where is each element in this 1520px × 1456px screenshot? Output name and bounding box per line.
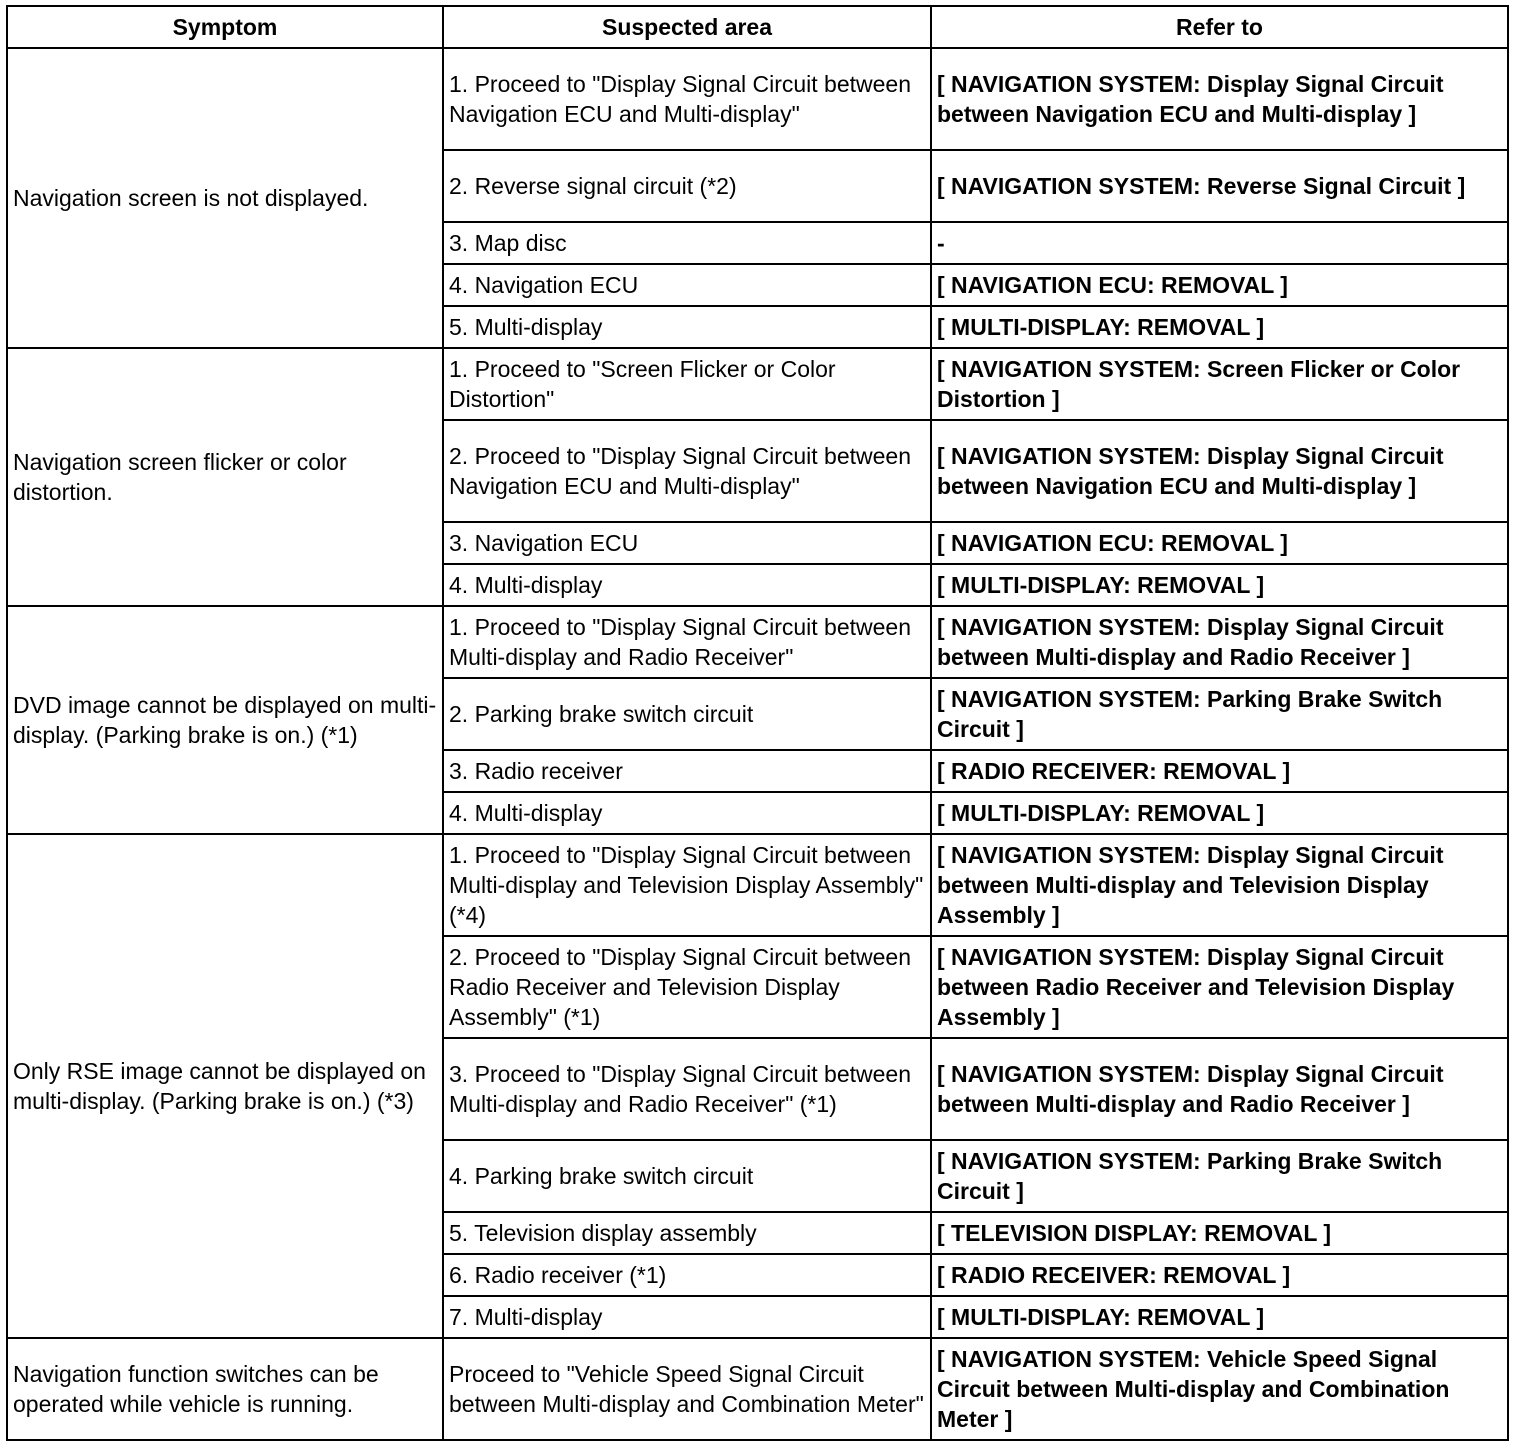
refer-to-cell: [ RADIO RECEIVER: REMOVAL ]: [931, 750, 1508, 792]
refer-to-cell: [ NAVIGATION SYSTEM: Display Signal Circuit between Multi-display and Radio Receiver ]: [931, 1038, 1508, 1140]
refer-to-cell: [ NAVIGATION SYSTEM: Screen Flicker or Color Distortion ]: [931, 348, 1508, 420]
symptom-cell: Only RSE image cannot be displayed on multi-display. (Parking brake is on.) (*3): [7, 834, 443, 1338]
suspected-area-cell: 4. Multi-display: [443, 792, 931, 834]
refer-to-cell: [ NAVIGATION SYSTEM: Display Signal Circuit between Radio Receiver and Television Display Assembly ]: [931, 936, 1508, 1038]
symptom-cell: Navigation screen flicker or color distortion.: [7, 348, 443, 606]
refer-to-cell: [ NAVIGATION SYSTEM: Display Signal Circuit between Multi-display and Radio Receiver ]: [931, 606, 1508, 678]
refer-to-cell: [ MULTI-DISPLAY: REMOVAL ]: [931, 564, 1508, 606]
suspected-area-cell: 1. Proceed to "Screen Flicker or Color Distortion": [443, 348, 931, 420]
suspected-area-cell: 4. Navigation ECU: [443, 264, 931, 306]
header-row: [7, 6, 1508, 48]
table-row: [7, 834, 1508, 936]
symptom-cell: Navigation screen is not displayed.: [7, 48, 443, 348]
suspected-area-cell: 3. Radio receiver: [443, 750, 931, 792]
header-symptom: Symptom: [7, 6, 443, 48]
refer-to-cell: [ TELEVISION DISPLAY: REMOVAL ]: [931, 1212, 1508, 1254]
refer-to-cell: [ NAVIGATION SYSTEM: Vehicle Speed Signal Circuit between Multi-display and Combination Meter ]: [931, 1338, 1508, 1440]
suspected-area-cell: 4. Parking brake switch circuit: [443, 1140, 931, 1212]
suspected-area-cell: 2. Proceed to "Display Signal Circuit between Navigation ECU and Multi-display": [443, 420, 931, 522]
table-row: [7, 606, 1508, 678]
suspected-area-cell: 3. Proceed to "Display Signal Circuit between Multi-display and Radio Receiver" (*1): [443, 1038, 931, 1140]
refer-to-cell: [ NAVIGATION SYSTEM: Parking Brake Switch Circuit ]: [931, 678, 1508, 750]
refer-to-cell: [ MULTI-DISPLAY: REMOVAL ]: [931, 1296, 1508, 1338]
symptom-cell: DVD image cannot be displayed on multi-display. (Parking brake is on.) (*1): [7, 606, 443, 834]
suspected-area-cell: 1. Proceed to "Display Signal Circuit between Navigation ECU and Multi-display": [443, 48, 931, 150]
table-row: [7, 48, 1508, 150]
refer-to-cell: [ MULTI-DISPLAY: REMOVAL ]: [931, 792, 1508, 834]
refer-to-cell: [ RADIO RECEIVER: REMOVAL ]: [931, 1254, 1508, 1296]
refer-to-cell: [ NAVIGATION SYSTEM: Parking Brake Switch Circuit ]: [931, 1140, 1508, 1212]
table-row: [7, 1338, 1508, 1440]
refer-to-cell: [ NAVIGATION ECU: REMOVAL ]: [931, 522, 1508, 564]
table-row: [7, 348, 1508, 420]
suspected-area-cell: 2. Reverse signal circuit (*2): [443, 150, 931, 222]
refer-to-cell: -: [931, 222, 1508, 264]
troubleshooting-table: [6, 5, 1509, 1441]
refer-to-cell: [ NAVIGATION ECU: REMOVAL ]: [931, 264, 1508, 306]
header-suspected-area: Suspected area: [443, 6, 931, 48]
suspected-area-cell: 4. Multi-display: [443, 564, 931, 606]
refer-to-cell: [ NAVIGATION SYSTEM: Reverse Signal Circuit ]: [931, 150, 1508, 222]
suspected-area-cell: 2. Parking brake switch circuit: [443, 678, 931, 750]
suspected-area-cell: 7. Multi-display: [443, 1296, 931, 1338]
suspected-area-cell: 3. Map disc: [443, 222, 931, 264]
suspected-area-cell: 2. Proceed to "Display Signal Circuit between Radio Receiver and Television Display Assembly" (*1): [443, 936, 931, 1038]
suspected-area-cell: 5. Television display assembly: [443, 1212, 931, 1254]
suspected-area-cell: Proceed to "Vehicle Speed Signal Circuit between Multi-display and Combination Meter": [443, 1338, 931, 1440]
suspected-area-cell: 1. Proceed to "Display Signal Circuit between Multi-display and Television Display Assembly" (*4): [443, 834, 931, 936]
refer-to-cell: [ NAVIGATION SYSTEM: Display Signal Circuit between Navigation ECU and Multi-display ]: [931, 48, 1508, 150]
refer-to-cell: [ MULTI-DISPLAY: REMOVAL ]: [931, 306, 1508, 348]
suspected-area-cell: 1. Proceed to "Display Signal Circuit between Multi-display and Radio Receiver": [443, 606, 931, 678]
suspected-area-cell: 5. Multi-display: [443, 306, 931, 348]
header-refer-to: Refer to: [931, 6, 1508, 48]
refer-to-cell: [ NAVIGATION SYSTEM: Display Signal Circuit between Multi-display and Television Display Assembly ]: [931, 834, 1508, 936]
symptom-cell: Navigation function switches can be operated while vehicle is running.: [7, 1338, 443, 1440]
refer-to-cell: [ NAVIGATION SYSTEM: Display Signal Circuit between Navigation ECU and Multi-display ]: [931, 420, 1508, 522]
suspected-area-cell: 6. Radio receiver (*1): [443, 1254, 931, 1296]
suspected-area-cell: 3. Navigation ECU: [443, 522, 931, 564]
